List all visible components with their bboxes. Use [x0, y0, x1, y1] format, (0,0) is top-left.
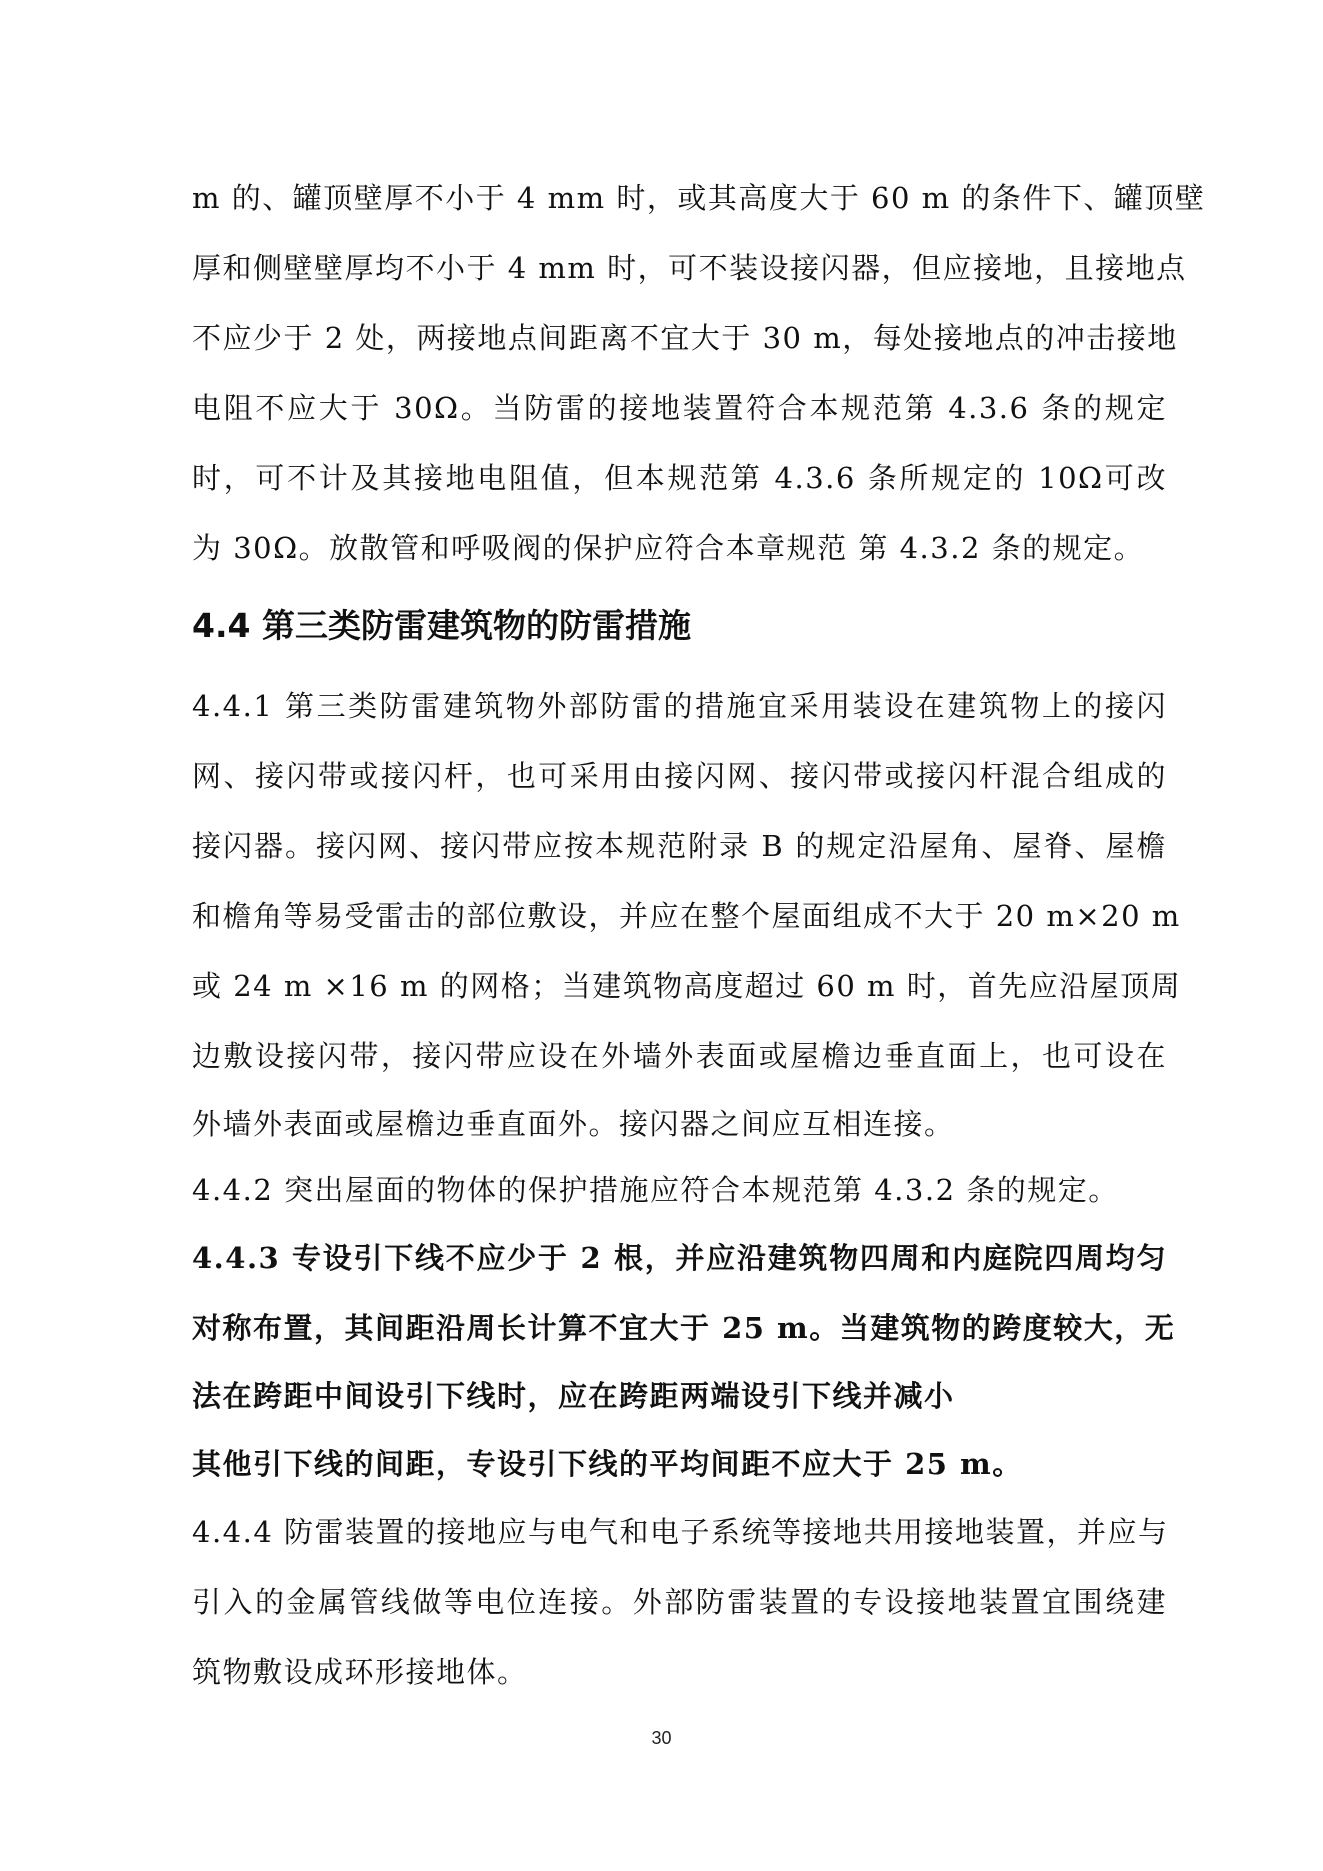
clause-443-line: 4.4.3 专设引下线不应少于 2 根，并应沿建筑物四周和内庭院四周均匀	[192, 1241, 1167, 1275]
clause-443-line: 其他引下线的间距，专设引下线的平均间距不应大于 25 m。	[192, 1447, 1023, 1481]
paragraph-line: 为 30Ω。放散管和呼吸阀的保护应符合本章规范 第 4.3.2 条的规定。	[192, 531, 1145, 565]
clause-441-line: 4.4.1 第三类防雷建筑物外部防雷的措施宜采用装设在建筑物上的接闪	[192, 689, 1167, 723]
clause-444-line: 引入的金属管线做等电位连接。外部防雷装置的专设接地装置宜围绕建	[192, 1585, 1167, 1619]
section-heading: 4.4 第三类防雷建筑物的防雷措施	[192, 606, 691, 645]
clause-441-line: 网、接闪带或接闪杆，也可采用由接闪网、接闪带或接闪杆混合组成的	[192, 759, 1167, 793]
clause-441-line: 接闪器。接闪网、接闪带应按本规范附录 B 的规定沿屋角、屋脊、屋檐	[192, 829, 1167, 863]
paragraph-line: 电阻不应大于 30Ω。当防雷的接地装置符合本规范第 4.3.6 条的规定	[192, 391, 1167, 425]
clause-444-line: 筑物敷设成环形接地体。	[192, 1655, 528, 1689]
paragraph-line: 时，可不计及其接地电阻值，但本规范第 4.3.6 条所规定的 10Ω可改	[192, 461, 1167, 495]
clause-443-line: 法在跨距中间设引下线时，应在跨距两端设引下线并减小	[192, 1379, 955, 1413]
clause-443-line: 对称布置，其间距沿周长计算不宜大于 25 m。当建筑物的跨度较大，无	[192, 1311, 1176, 1345]
clause-441-line: 边敷设接闪带，接闪带应设在外墙外表面或屋檐边垂直面上，也可设在	[192, 1039, 1167, 1073]
paragraph-line: 不应少于 2 处，两接地点间距离不宜大于 30 m，每处接地点的冲击接地	[192, 321, 1178, 355]
clause-441-line: 或 24 m ×16 m 的网格；当建筑物高度超过 60 m 时，首先应沿屋顶周	[192, 969, 1182, 1003]
page-number: 30	[651, 1728, 672, 1748]
paragraph-line: m 的、罐顶壁厚不小于 4 mm 时，或其高度大于 60 m 的条件下、罐顶壁	[192, 181, 1206, 215]
clause-441-line: 和檐角等易受雷击的部位敷设，并应在整个屋面组成不大于 20 m×20 m	[192, 899, 1181, 933]
clause-444-line: 4.4.4 防雷装置的接地应与电气和电子系统等接地共用接地装置，并应与	[192, 1515, 1169, 1549]
clause-441-line: 外墙外表面或屋檐边垂直面外。接闪器之间应互相连接。	[192, 1107, 955, 1141]
clause-442-line: 4.4.2 突出屋面的物体的保护措施应符合本规范第 4.3.2 条的规定。	[192, 1173, 1119, 1207]
paragraph-line: 厚和侧壁壁厚均不小于 4 mm 时，可不装设接闪器，但应接地，且接地点	[192, 251, 1187, 285]
